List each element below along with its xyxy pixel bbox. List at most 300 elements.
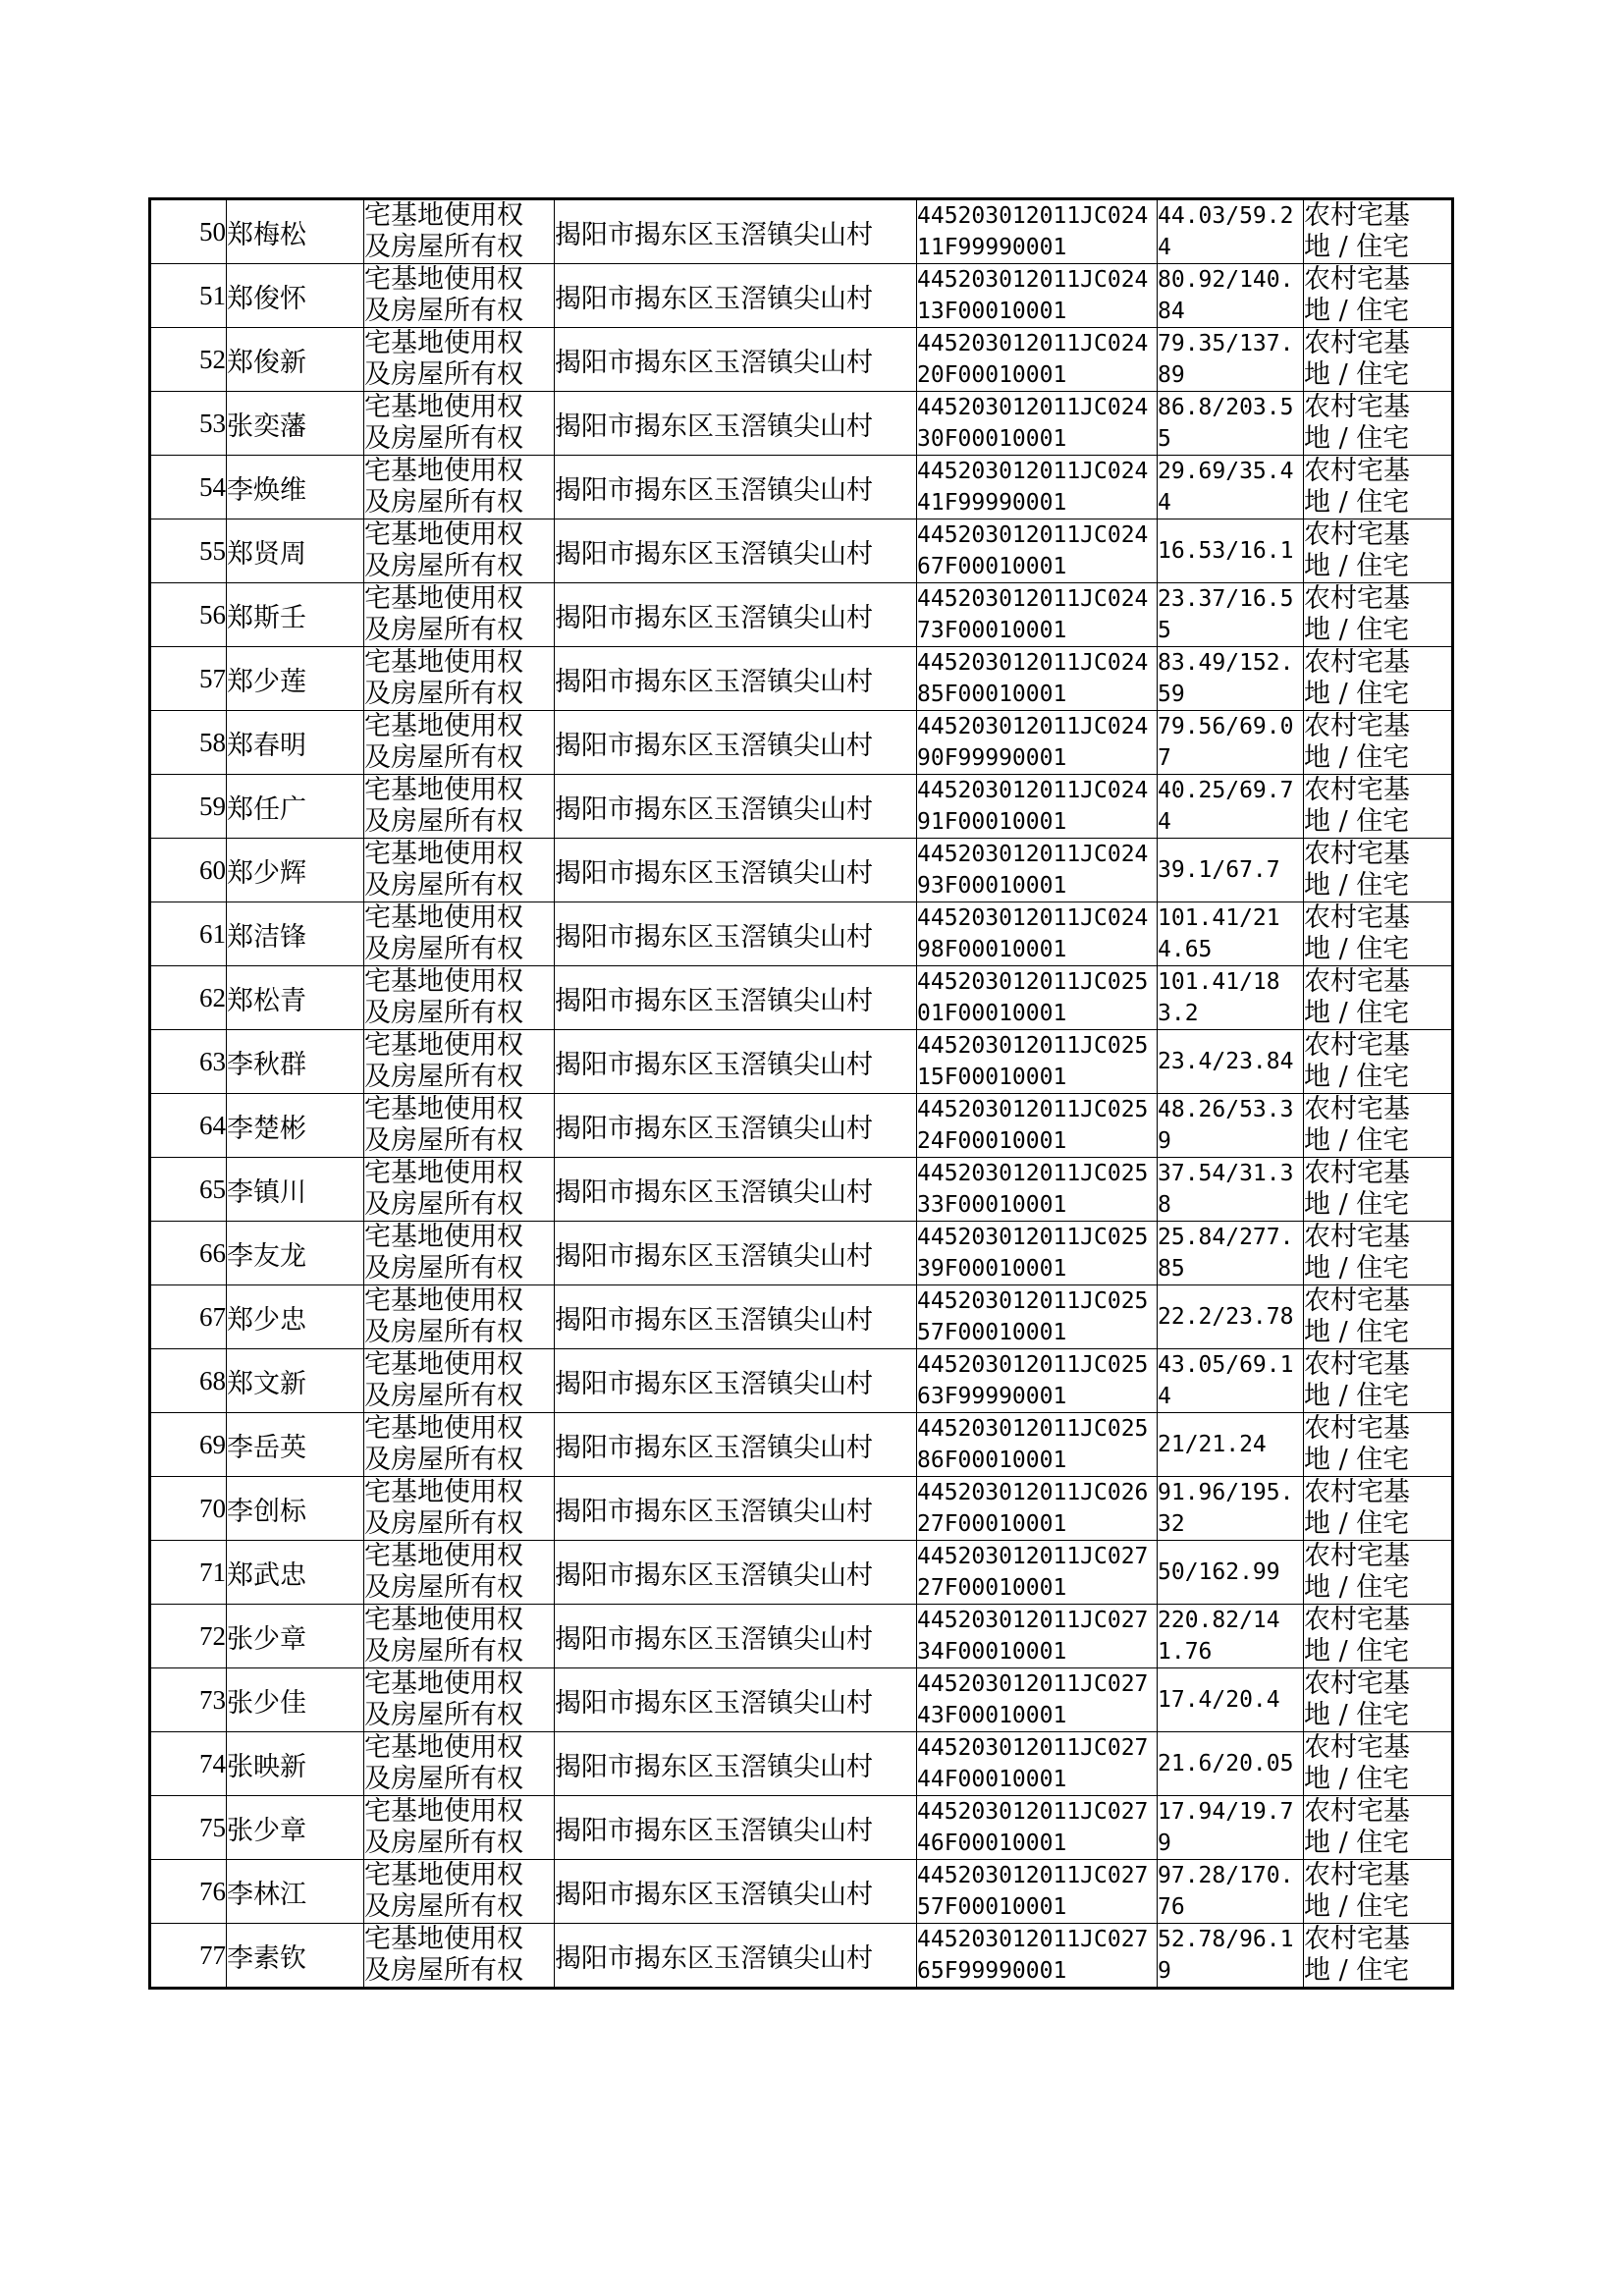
cell-text-location: 揭阳市揭东区玉滘镇尖山村 <box>555 283 873 314</box>
cell-text-name: 李楚彬 <box>227 1113 306 1144</box>
cell-text-use-line1: 农村宅基 <box>1304 1222 1410 1252</box>
area-value <box>1158 1605 1304 1668</box>
cell-text-use-line2: 地 / 住宅 <box>1304 1891 1410 1922</box>
land-use <box>1304 1158 1453 1222</box>
cell-text-type-line2: 及房屋所有权 <box>364 1636 523 1667</box>
table-body <box>150 199 1453 1989</box>
row-number <box>150 1222 227 1285</box>
cell-text-area: 39.1/67.7 <box>1158 857 1280 883</box>
cell-text-no: 74 <box>199 1748 226 1778</box>
unit-code <box>917 264 1158 328</box>
cell-text-area: 91.96/195.32 <box>1158 1480 1294 1537</box>
cell-text-use-line1: 农村宅基 <box>1304 1541 1410 1571</box>
cell-text-code: 445203012011JC02491F00010001 <box>917 778 1149 835</box>
cell-text-area: 52.78/96.19 <box>1158 1927 1294 1984</box>
cell-text-use-line2: 地 / 住宅 <box>1304 1125 1410 1156</box>
unit-code <box>917 647 1158 711</box>
cell-text-use-line1: 农村宅基 <box>1304 966 1410 997</box>
cell-text-type-line1: 宅基地使用权 <box>364 264 523 295</box>
cell-text-type-line1: 宅基地使用权 <box>364 200 523 231</box>
owner-name <box>227 199 364 264</box>
cell-text-type-line1: 宅基地使用权 <box>364 1285 523 1316</box>
right-type <box>364 1158 555 1222</box>
row-number <box>150 1158 227 1222</box>
unit-code <box>917 1541 1158 1605</box>
cell-text-type-line2: 及房屋所有权 <box>364 232 523 262</box>
table-row <box>150 1668 1453 1732</box>
cell-text-no: 60 <box>199 854 226 885</box>
area-value <box>1158 1413 1304 1477</box>
unit-code <box>917 1860 1158 1924</box>
cell-text-no: 58 <box>199 727 226 757</box>
cell-text-no: 77 <box>199 1940 226 1970</box>
land-use <box>1304 1605 1453 1668</box>
cell-text-use-line2: 地 / 住宅 <box>1304 1381 1410 1411</box>
row-number <box>150 647 227 711</box>
cell-text-area: 79.56/69.07 <box>1158 714 1294 771</box>
cell-text-use-line1: 农村宅基 <box>1304 1349 1410 1380</box>
unit-code <box>917 902 1158 966</box>
cell-text-name: 郑俊新 <box>227 347 306 378</box>
cell-text-area: 17.94/19.79 <box>1158 1799 1294 1856</box>
cell-text-location: 揭阳市揭东区玉滘镇尖山村 <box>555 602 873 633</box>
cell-text-no: 76 <box>199 1876 226 1906</box>
table-row <box>150 264 1453 328</box>
cell-text-name: 郑少莲 <box>227 666 306 697</box>
table-row <box>150 1541 1453 1605</box>
cell-text-code: 445203012011JC02586F00010001 <box>917 1416 1149 1473</box>
cell-text-name: 郑洁锋 <box>227 921 306 953</box>
cell-text-location: 揭阳市揭东区玉滘镇尖山村 <box>555 1815 873 1846</box>
cell-text-use-line1: 农村宅基 <box>1304 328 1410 358</box>
cell-text-code: 445203012011JC02744F00010001 <box>917 1735 1149 1792</box>
land-use <box>1304 328 1453 392</box>
cell-text-type-line1: 宅基地使用权 <box>364 1030 523 1061</box>
unit-code <box>917 328 1158 392</box>
table-row <box>150 1732 1453 1796</box>
area-value <box>1158 519 1304 583</box>
cell-text-use-line1: 农村宅基 <box>1304 711 1410 741</box>
land-use <box>1304 1349 1453 1413</box>
land-use <box>1304 1732 1453 1796</box>
cell-text-name: 张奕藩 <box>227 410 306 442</box>
row-number <box>150 1413 227 1477</box>
property-location <box>555 1477 917 1541</box>
owner-name <box>227 456 364 519</box>
cell-text-code: 445203012011JC02485F00010001 <box>917 650 1149 707</box>
unit-code <box>917 711 1158 775</box>
cell-text-use-line2: 地 / 住宅 <box>1304 1062 1410 1092</box>
cell-text-use-line2: 地 / 住宅 <box>1304 551 1410 581</box>
cell-text-name: 郑少辉 <box>227 857 306 889</box>
row-number <box>150 1477 227 1541</box>
table-row <box>150 775 1453 839</box>
right-type <box>364 583 555 647</box>
cell-text-type-line2: 及房屋所有权 <box>364 679 523 709</box>
cell-text-area: 43.05/69.14 <box>1158 1352 1294 1409</box>
owner-name <box>227 1541 364 1605</box>
right-type <box>364 1732 555 1796</box>
row-number <box>150 1349 227 1413</box>
cell-text-area: 21/21.24 <box>1158 1432 1267 1457</box>
area-value <box>1158 775 1304 839</box>
row-number <box>150 1860 227 1924</box>
right-type <box>364 775 555 839</box>
area-value <box>1158 839 1304 902</box>
cell-text-use-line2: 地 / 住宅 <box>1304 1445 1410 1475</box>
property-location <box>555 199 917 264</box>
cell-text-area: 80.92/140.84 <box>1158 267 1294 324</box>
cell-text-name: 郑斯壬 <box>227 602 306 633</box>
area-value <box>1158 1349 1304 1413</box>
unit-code <box>917 1349 1158 1413</box>
area-value <box>1158 1222 1304 1285</box>
cell-text-no: 54 <box>199 471 226 502</box>
cell-text-code: 445203012011JC02441F99990001 <box>917 459 1149 516</box>
property-location <box>555 328 917 392</box>
table-row <box>150 1924 1453 1989</box>
cell-text-location: 揭阳市揭东区玉滘镇尖山村 <box>555 793 873 825</box>
owner-name <box>227 583 364 647</box>
cell-text-use-line1: 农村宅基 <box>1304 1158 1410 1188</box>
cell-text-use-line1: 农村宅基 <box>1304 1030 1410 1061</box>
cell-text-type-line2: 及房屋所有权 <box>364 615 523 645</box>
land-use <box>1304 519 1453 583</box>
land-use <box>1304 583 1453 647</box>
cell-text-type-line2: 及房屋所有权 <box>364 1764 523 1794</box>
right-type <box>364 839 555 902</box>
cell-text-type-line2: 及房屋所有权 <box>364 1700 523 1730</box>
cell-text-no: 51 <box>199 280 226 310</box>
cell-text-type-line1: 宅基地使用权 <box>364 775 523 805</box>
unit-code <box>917 1094 1158 1158</box>
property-location <box>555 647 917 711</box>
owner-name <box>227 1285 364 1349</box>
cell-text-location: 揭阳市揭东区玉滘镇尖山村 <box>555 219 873 250</box>
area-value <box>1158 711 1304 775</box>
cell-text-use-line2: 地 / 住宅 <box>1304 870 1410 901</box>
cell-text-name: 张少章 <box>227 1623 306 1655</box>
owner-name <box>227 1924 364 1989</box>
unit-code <box>917 519 1158 583</box>
area-value <box>1158 647 1304 711</box>
owner-name <box>227 1477 364 1541</box>
owner-name <box>227 1796 364 1860</box>
area-value <box>1158 1796 1304 1860</box>
cell-text-use-line2: 地 / 住宅 <box>1304 1572 1410 1603</box>
cell-text-name: 李林江 <box>227 1879 306 1910</box>
owner-name <box>227 711 364 775</box>
owner-name <box>227 966 364 1030</box>
cell-text-name: 郑任广 <box>227 793 306 825</box>
cell-text-use-line2: 地 / 住宅 <box>1304 1508 1410 1539</box>
row-number <box>150 966 227 1030</box>
cell-text-no: 64 <box>199 1110 226 1140</box>
cell-text-use-line1: 农村宅基 <box>1304 1732 1410 1763</box>
property-location <box>555 1668 917 1732</box>
unit-code <box>917 1030 1158 1094</box>
cell-text-location: 揭阳市揭东区玉滘镇尖山村 <box>555 1623 873 1655</box>
right-type <box>364 456 555 519</box>
cell-text-location: 揭阳市揭东区玉滘镇尖山村 <box>555 1496 873 1527</box>
table-row <box>150 1158 1453 1222</box>
cell-text-no: 66 <box>199 1237 226 1268</box>
row-number <box>150 839 227 902</box>
area-value <box>1158 1094 1304 1158</box>
cell-text-location: 揭阳市揭东区玉滘镇尖山村 <box>555 1176 873 1208</box>
right-type <box>364 1605 555 1668</box>
cell-text-type-line1: 宅基地使用权 <box>364 1541 523 1571</box>
cell-text-use-line2: 地 / 住宅 <box>1304 742 1410 773</box>
owner-name <box>227 1668 364 1732</box>
area-value <box>1158 1924 1304 1989</box>
area-value <box>1158 1158 1304 1222</box>
table-row <box>150 583 1453 647</box>
row-number <box>150 519 227 583</box>
cell-text-use-line1: 农村宅基 <box>1304 1477 1410 1507</box>
cell-text-type-line1: 宅基地使用权 <box>364 1796 523 1827</box>
cell-text-area: 220.82/141.76 <box>1158 1608 1280 1665</box>
row-number <box>150 328 227 392</box>
right-type <box>364 902 555 966</box>
cell-text-use-line2: 地 / 住宅 <box>1304 296 1410 326</box>
cell-text-use-line2: 地 / 住宅 <box>1304 1253 1410 1284</box>
cell-text-no: 67 <box>199 1301 226 1332</box>
table-row <box>150 1796 1453 1860</box>
unit-code <box>917 1285 1158 1349</box>
cell-text-no: 55 <box>199 535 226 566</box>
property-location <box>555 264 917 328</box>
area-value <box>1158 1030 1304 1094</box>
owner-name <box>227 1158 364 1222</box>
row-number <box>150 1732 227 1796</box>
row-number <box>150 1924 227 1989</box>
right-type <box>364 647 555 711</box>
cell-text-use-line2: 地 / 住宅 <box>1304 1955 1410 1986</box>
cell-text-name: 郑松青 <box>227 985 306 1016</box>
right-type <box>364 199 555 264</box>
right-type <box>364 1222 555 1285</box>
cell-text-use-line1: 农村宅基 <box>1304 519 1410 550</box>
cell-text-name: 李岳英 <box>227 1432 306 1463</box>
area-value <box>1158 264 1304 328</box>
cell-text-type-line2: 及房屋所有权 <box>364 1445 523 1475</box>
table-row <box>150 1222 1453 1285</box>
row-number <box>150 711 227 775</box>
cell-text-code: 445203012011JC02501F00010001 <box>917 969 1149 1026</box>
cell-text-code: 445203012011JC02493F00010001 <box>917 842 1149 899</box>
unit-code <box>917 1924 1158 1989</box>
property-location <box>555 1413 917 1477</box>
table-row <box>150 1030 1453 1094</box>
unit-code <box>917 392 1158 456</box>
cell-text-code: 445203012011JC02765F99990001 <box>917 1927 1149 1984</box>
property-location <box>555 775 917 839</box>
right-type <box>364 1285 555 1349</box>
land-use <box>1304 775 1453 839</box>
cell-text-location: 揭阳市揭东区玉滘镇尖山村 <box>555 538 873 570</box>
row-number <box>150 583 227 647</box>
cell-text-area: 79.35/137.89 <box>1158 331 1294 388</box>
owner-name <box>227 1732 364 1796</box>
cell-text-location: 揭阳市揭东区玉滘镇尖山村 <box>555 666 873 697</box>
right-type <box>364 1924 555 1989</box>
land-use <box>1304 966 1453 1030</box>
property-location <box>555 902 917 966</box>
cell-text-no: 53 <box>199 408 226 438</box>
right-type <box>364 711 555 775</box>
row-number <box>150 1605 227 1668</box>
unit-code <box>917 1158 1158 1222</box>
area-value <box>1158 1860 1304 1924</box>
table-row <box>150 328 1453 392</box>
cell-text-no: 65 <box>199 1174 226 1204</box>
cell-text-name: 郑贤周 <box>227 538 306 570</box>
cell-text-type-line2: 及房屋所有权 <box>364 1508 523 1539</box>
unit-code <box>917 1477 1158 1541</box>
property-location <box>555 1349 917 1413</box>
cell-text-area: 29.69/35.44 <box>1158 459 1294 516</box>
cell-text-area: 22.2/23.78 <box>1158 1304 1294 1330</box>
area-value <box>1158 583 1304 647</box>
cell-text-location: 揭阳市揭东区玉滘镇尖山村 <box>555 1559 873 1591</box>
cell-text-type-line2: 及房屋所有权 <box>364 742 523 773</box>
cell-text-code: 445203012011JC02524F00010001 <box>917 1097 1149 1154</box>
property-location <box>555 1605 917 1668</box>
cell-text-use-line2: 地 / 住宅 <box>1304 1636 1410 1667</box>
cell-text-type-line1: 宅基地使用权 <box>364 1413 523 1444</box>
owner-name <box>227 839 364 902</box>
land-use <box>1304 199 1453 264</box>
cell-text-location: 揭阳市揭东区玉滘镇尖山村 <box>555 1113 873 1144</box>
cell-text-code: 445203012011JC02515F00010001 <box>917 1033 1149 1090</box>
cell-text-area: 23.37/16.55 <box>1158 586 1294 643</box>
unit-code <box>917 1668 1158 1732</box>
row-number <box>150 1285 227 1349</box>
cell-text-code: 445203012011JC02490F99990001 <box>917 714 1149 771</box>
row-number <box>150 1668 227 1732</box>
unit-code <box>917 456 1158 519</box>
cell-text-location: 揭阳市揭东区玉滘镇尖山村 <box>555 1049 873 1080</box>
cell-text-area: 83.49/152.59 <box>1158 650 1294 707</box>
cell-text-code: 445203012011JC02746F00010001 <box>917 1799 1149 1856</box>
right-type <box>364 264 555 328</box>
table-row <box>150 966 1453 1030</box>
unit-code <box>917 1796 1158 1860</box>
unit-code <box>917 199 1158 264</box>
cell-text-type-line1: 宅基地使用权 <box>364 902 523 933</box>
cell-text-type-line1: 宅基地使用权 <box>364 839 523 869</box>
cell-text-type-line2: 及房屋所有权 <box>364 1125 523 1156</box>
right-type <box>364 1094 555 1158</box>
land-use <box>1304 839 1453 902</box>
right-type <box>364 1541 555 1605</box>
owner-name <box>227 1349 364 1413</box>
cell-text-type-line1: 宅基地使用权 <box>364 1222 523 1252</box>
cell-text-type-line2: 及房屋所有权 <box>364 296 523 326</box>
owner-name <box>227 1413 364 1477</box>
land-use <box>1304 1285 1453 1349</box>
land-use <box>1304 647 1453 711</box>
property-location <box>555 456 917 519</box>
cell-text-area: 16.53/16.1 <box>1158 538 1294 564</box>
property-location <box>555 1860 917 1924</box>
cell-text-type-line1: 宅基地使用权 <box>364 1605 523 1635</box>
cell-text-use-line2: 地 / 住宅 <box>1304 359 1410 390</box>
cell-text-type-line1: 宅基地使用权 <box>364 1860 523 1890</box>
land-use <box>1304 1860 1453 1924</box>
cell-text-location: 揭阳市揭东区玉滘镇尖山村 <box>555 857 873 889</box>
cell-text-use-line1: 农村宅基 <box>1304 200 1410 231</box>
cell-text-use-line2: 地 / 住宅 <box>1304 615 1410 645</box>
cell-text-use-line1: 农村宅基 <box>1304 1094 1410 1124</box>
area-value <box>1158 456 1304 519</box>
property-location <box>555 1732 917 1796</box>
cell-text-type-line1: 宅基地使用权 <box>364 1477 523 1507</box>
cell-text-type-line2: 及房屋所有权 <box>364 423 523 454</box>
cell-text-no: 59 <box>199 791 226 821</box>
cell-text-use-line1: 农村宅基 <box>1304 839 1410 869</box>
table-row <box>150 839 1453 902</box>
owner-name <box>227 1030 364 1094</box>
cell-text-no: 57 <box>199 663 226 693</box>
cell-text-location: 揭阳市揭东区玉滘镇尖山村 <box>555 347 873 378</box>
cell-text-code: 445203012011JC02420F00010001 <box>917 331 1149 388</box>
cell-text-location: 揭阳市揭东区玉滘镇尖山村 <box>555 1879 873 1910</box>
table-row <box>150 902 1453 966</box>
cell-text-type-line1: 宅基地使用权 <box>364 519 523 550</box>
table-row <box>150 1285 1453 1349</box>
table-row <box>150 392 1453 456</box>
cell-text-use-line2: 地 / 住宅 <box>1304 1317 1410 1347</box>
cell-text-type-line2: 及房屋所有权 <box>364 487 523 518</box>
cell-text-type-line2: 及房屋所有权 <box>364 1317 523 1347</box>
cell-text-type-line2: 及房屋所有权 <box>364 934 523 964</box>
land-use <box>1304 711 1453 775</box>
cell-text-location: 揭阳市揭东区玉滘镇尖山村 <box>555 474 873 506</box>
cell-text-area: 17.4/20.4 <box>1158 1687 1280 1713</box>
cell-text-location: 揭阳市揭东区玉滘镇尖山村 <box>555 1687 873 1719</box>
row-number <box>150 775 227 839</box>
cell-text-use-line1: 农村宅基 <box>1304 647 1410 678</box>
cell-text-name: 张少章 <box>227 1815 306 1846</box>
land-use <box>1304 1094 1453 1158</box>
land-use <box>1304 456 1453 519</box>
cell-text-type-line2: 及房屋所有权 <box>364 1381 523 1411</box>
right-type <box>364 1030 555 1094</box>
cell-text-type-line2: 及房屋所有权 <box>364 806 523 837</box>
cell-text-area: 23.4/23.84 <box>1158 1049 1294 1074</box>
cell-text-use-line2: 地 / 住宅 <box>1304 1764 1410 1794</box>
cell-text-no: 68 <box>199 1365 226 1395</box>
cell-text-use-line1: 农村宅基 <box>1304 1285 1410 1316</box>
cell-text-use-line1: 农村宅基 <box>1304 1605 1410 1635</box>
table-row <box>150 1094 1453 1158</box>
cell-text-name: 郑俊怀 <box>227 283 306 314</box>
cell-text-name: 郑春明 <box>227 730 306 761</box>
cell-text-name: 张少佳 <box>227 1687 306 1719</box>
row-number <box>150 1094 227 1158</box>
right-type <box>364 392 555 456</box>
cell-text-use-line1: 农村宅基 <box>1304 1924 1410 1954</box>
cell-text-use-line1: 农村宅基 <box>1304 583 1410 614</box>
cell-text-use-line2: 地 / 住宅 <box>1304 806 1410 837</box>
cell-text-code: 445203012011JC02627F00010001 <box>917 1480 1149 1537</box>
right-type <box>364 1860 555 1924</box>
cell-text-code: 445203012011JC02743F00010001 <box>917 1671 1149 1728</box>
cell-text-type-line2: 及房屋所有权 <box>364 1828 523 1858</box>
area-value <box>1158 902 1304 966</box>
